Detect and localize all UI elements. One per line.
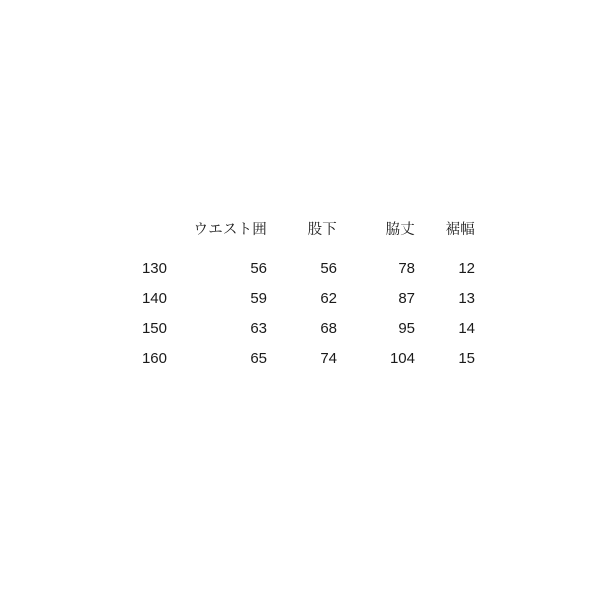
cell-hemwidth: 14 bbox=[458, 319, 475, 337]
row-header-size: 160 bbox=[141, 349, 167, 367]
cell-hemwidth: 15 bbox=[458, 349, 475, 367]
column-header-inseam: 股下 bbox=[307, 221, 337, 238]
column-header-hemwidth: 裾幅 bbox=[445, 221, 475, 238]
table-row bbox=[75, 253, 475, 283]
column-header-waist: ウエスト囲 bbox=[193, 221, 267, 238]
cell-sidelength: 95 bbox=[398, 319, 415, 337]
cell-waist: 63 bbox=[250, 319, 267, 337]
cell-hemwidth: 12 bbox=[458, 259, 475, 277]
cell-sidelength: 78 bbox=[398, 259, 415, 277]
cell-waist: 59 bbox=[250, 289, 267, 307]
row-header-size: 140 bbox=[141, 289, 167, 307]
column-header-sidelength: 脇丈 bbox=[385, 221, 415, 238]
cell-hemwidth: 13 bbox=[458, 289, 475, 307]
size-table-container bbox=[75, 215, 495, 373]
table-row bbox=[75, 343, 475, 373]
size-table-header bbox=[75, 215, 475, 253]
row-header-size: 150 bbox=[141, 319, 167, 337]
cell-waist: 65 bbox=[250, 349, 267, 367]
cell-inseam: 62 bbox=[320, 289, 337, 307]
table-corner-cell bbox=[75, 215, 167, 253]
size-table-body bbox=[75, 253, 475, 373]
table-header-row bbox=[75, 215, 475, 253]
cell-waist: 56 bbox=[250, 259, 267, 277]
row-header-size: 130 bbox=[141, 259, 167, 277]
cell-sidelength: 104 bbox=[389, 349, 415, 367]
cell-inseam: 56 bbox=[320, 259, 337, 277]
cell-inseam: 74 bbox=[320, 349, 337, 367]
cell-sidelength: 87 bbox=[398, 289, 415, 307]
size-table bbox=[75, 215, 475, 373]
table-row bbox=[75, 283, 475, 313]
table-row bbox=[75, 313, 475, 343]
cell-inseam: 68 bbox=[320, 319, 337, 337]
